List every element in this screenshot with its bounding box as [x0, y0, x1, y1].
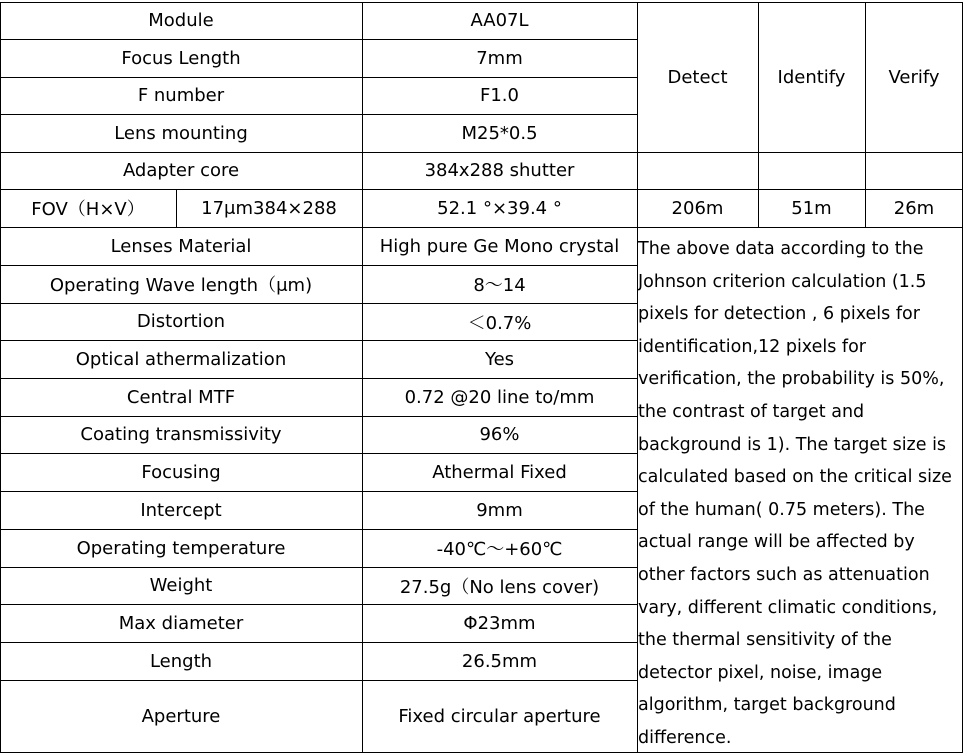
- spec-value: Fixed circular aperture: [398, 705, 601, 727]
- grid-line: [0, 491, 638, 492]
- spec-label: Aperture: [141, 705, 221, 727]
- grid-line: [0, 303, 638, 304]
- johnson-criterion-note: The above data according to the Johnson criterion calculation (1.5 pixels for detection , 6 pixels for identification,12 pixels for verification, the probability is 50%, the contrast of target and background is 1). The target size is calculated based on the critical size of the human( 0.75 meters). The actual range will be affected by other factors such as attenuation vary, different climatic conditions, the thermal sensitivity of the detector pixel, noise, image algorithm, target background difference.: [638, 239, 952, 748]
- spec-label: Distortion: [136, 311, 226, 332]
- spec-value: Athermal Fixed: [432, 461, 567, 483]
- spec-value: AA07L: [470, 10, 529, 31]
- spec-label: Operating Wave length（μm): [49, 275, 313, 296]
- identify-header: Identify: [777, 66, 846, 88]
- spec-value: 384x288 shutter: [424, 160, 575, 181]
- grid-line: [0, 567, 638, 568]
- detect-range: 206m: [671, 197, 724, 219]
- identify-range: 51m: [791, 197, 832, 219]
- grid-line: [0, 604, 638, 605]
- grid-line: [0, 642, 638, 643]
- grid-line: [362, 2, 363, 753]
- detect-header: Detect: [667, 66, 728, 88]
- grid-line: [0, 152, 963, 153]
- spec-value: M25*0.5: [461, 122, 538, 144]
- grid-line: [637, 2, 963, 3]
- spec-label: Operating temperature: [76, 537, 286, 559]
- spec-label: Intercept: [140, 499, 222, 521]
- spec-value: 9mm: [476, 499, 523, 521]
- grid-line: [0, 680, 638, 681]
- spec-value: 8～14: [473, 275, 526, 296]
- grid-line: [0, 39, 638, 40]
- spec-value: 27.5g（No lens cover): [399, 576, 600, 598]
- verify-range: 26m: [893, 197, 935, 219]
- grid-line: [0, 378, 638, 379]
- spec-label: Max diameter: [118, 612, 244, 634]
- spec-label: Length: [149, 650, 213, 672]
- spec-value: F1.0: [480, 85, 519, 106]
- spec-value: ＜0.7%: [467, 312, 532, 334]
- spec-value: Yes: [484, 348, 515, 370]
- grid-line: [0, 2, 1, 753]
- spec-label: Lens mounting: [114, 122, 248, 144]
- spec-label: Coating transmissivity: [80, 424, 282, 445]
- fov-label: FOV（H×V）: [31, 199, 145, 220]
- grid-line: [176, 189, 177, 228]
- spec-value: -40℃～+60℃: [436, 539, 563, 560]
- fov-sensor: 17μm384×288: [201, 197, 337, 219]
- grid-line: [0, 114, 638, 115]
- spec-value: 96%: [479, 424, 520, 445]
- grid-line: [0, 529, 638, 530]
- spec-label: Module: [148, 10, 214, 31]
- grid-line: [0, 416, 638, 417]
- fov-angle: 52.1 °×39.4 °: [437, 197, 562, 219]
- spec-label: F number: [137, 85, 225, 106]
- spec-label: Focus Length: [121, 47, 241, 69]
- spec-label: Lenses Material: [110, 235, 252, 257]
- spec-value: 0.72 @20 line to/mm: [404, 386, 595, 408]
- spec-value: 26.5mm: [461, 650, 538, 672]
- grid-line: [0, 2, 638, 3]
- spec-label: Optical athermalization: [75, 348, 287, 370]
- grid-line: [0, 453, 638, 454]
- verify-header: Verify: [888, 66, 940, 88]
- grid-line: [865, 2, 866, 228]
- spec-label: Adapter core: [122, 160, 240, 181]
- spec-value: 7mm: [476, 47, 523, 69]
- spec-value: High pure Ge Mono crystal: [379, 235, 620, 257]
- spec-value: Φ23mm: [463, 612, 536, 634]
- grid-line: [758, 2, 759, 228]
- spec-label: Weight: [149, 575, 213, 596]
- spec-label: Focusing: [141, 461, 221, 483]
- grid-line: [0, 77, 638, 78]
- spec-label: Central MTF: [126, 386, 236, 408]
- grid-line: [0, 227, 963, 228]
- grid-line: [0, 265, 638, 266]
- grid-line: [0, 189, 963, 190]
- grid-line: [0, 340, 638, 341]
